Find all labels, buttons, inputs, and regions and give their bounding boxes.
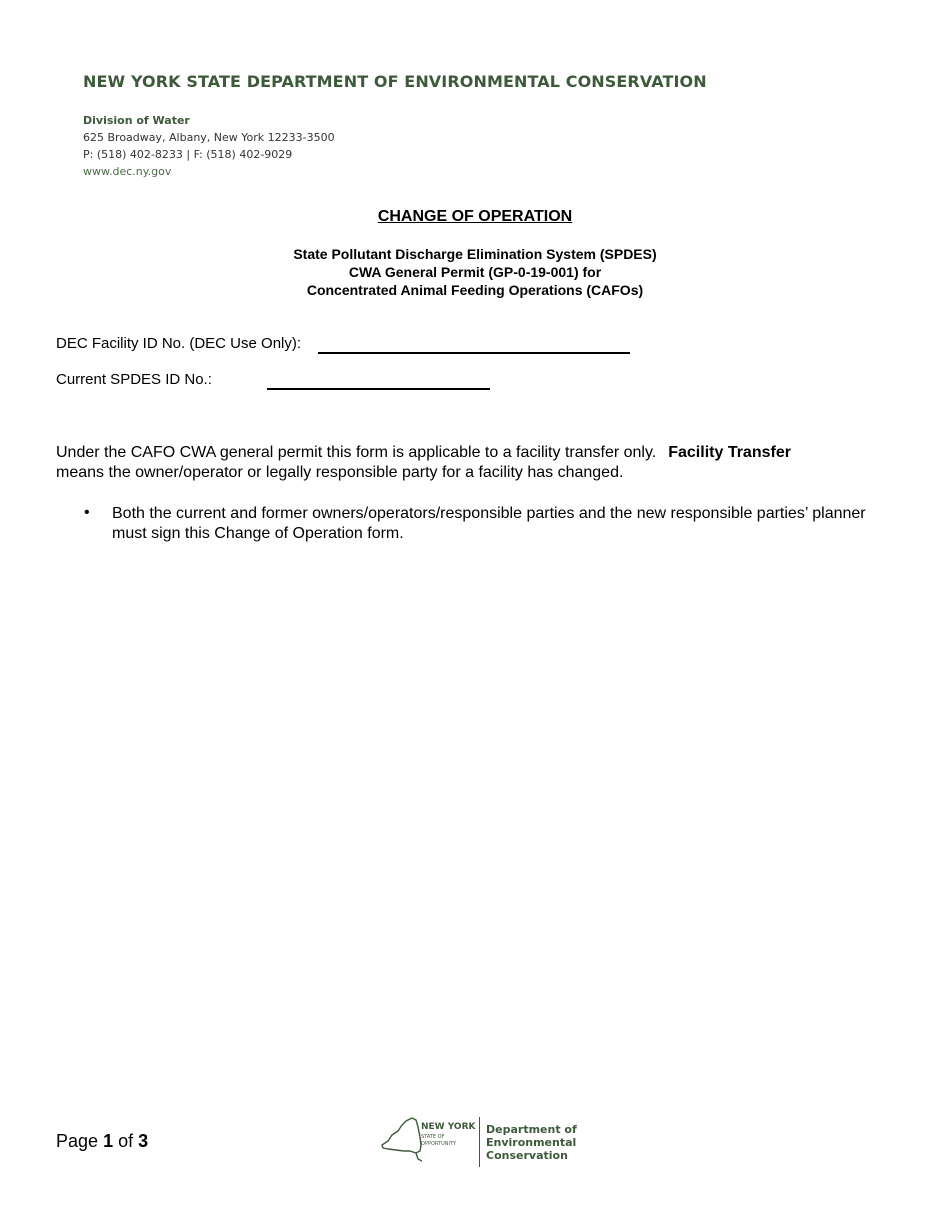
facility-id-field[interactable] bbox=[318, 352, 630, 354]
intro-lead-text: Under the CAFO CWA general permit this form is applicable to a facility transfer only. bbox=[56, 444, 657, 461]
new-york-state-map-icon bbox=[380, 1115, 422, 1163]
list-item: Both the current and former owners/operators/responsible parties and the new responsible parties’ planner must sign this Change of Operation form. bbox=[112, 505, 866, 542]
page-of: of bbox=[118, 1131, 134, 1151]
page-number bbox=[56, 1131, 148, 1152]
agency-phone-fax: P: (518) 402-8233 | F: (518) 402-9029 bbox=[83, 148, 293, 161]
dec-footer-logo bbox=[380, 1115, 580, 1171]
logo-state-sub: STATE OF bbox=[421, 1134, 445, 1140]
agency-name: NEW YORK STATE DEPARTMENT OF ENVIRONMENTAL CONSERVATION bbox=[83, 72, 707, 91]
agency-address: 625 Broadway, Albany, New York 12233-3500 bbox=[83, 131, 335, 144]
logo-dept-line: Department of bbox=[486, 1123, 577, 1136]
facility-id-label: DEC Facility ID No. (DEC Use Only): bbox=[56, 335, 302, 352]
page-prefix: Page bbox=[56, 1131, 99, 1151]
intro-paragraph bbox=[56, 443, 906, 483]
intro-rest-text: means the owner/operator or legally responsible party for a facility has changed. bbox=[56, 464, 624, 481]
spdes-id-field[interactable] bbox=[267, 388, 490, 390]
bullet-icon: • bbox=[84, 504, 90, 521]
logo-dept-line: Environmental bbox=[486, 1136, 577, 1149]
spdes-id-label: Current SPDES ID No.: bbox=[56, 371, 212, 388]
intro-term: Facility Transfer bbox=[668, 444, 791, 461]
letterhead bbox=[83, 72, 707, 178]
division-name: Division of Water bbox=[83, 114, 190, 127]
form-subtitle-line: State Pollutant Discharge Elimination System (SPDES) bbox=[293, 246, 657, 262]
logo-state-sub: OPPORTUNITY bbox=[421, 1141, 457, 1147]
form-subtitle-line: CWA General Permit (GP-0-19-001) for bbox=[348, 264, 602, 280]
form-subtitle-line: Concentrated Animal Feeding Operations (CAFOs) bbox=[306, 282, 644, 298]
agency-website-link[interactable]: www.dec.ny.gov bbox=[83, 165, 172, 178]
logo-state-name: NEW YORK bbox=[421, 1122, 476, 1132]
form-title: CHANGE OF OPERATION bbox=[377, 208, 573, 225]
logo-dept-line: Conservation bbox=[486, 1149, 568, 1162]
page-current: 1 bbox=[103, 1131, 114, 1151]
page-total: 3 bbox=[138, 1131, 149, 1151]
logo-divider bbox=[479, 1117, 480, 1167]
